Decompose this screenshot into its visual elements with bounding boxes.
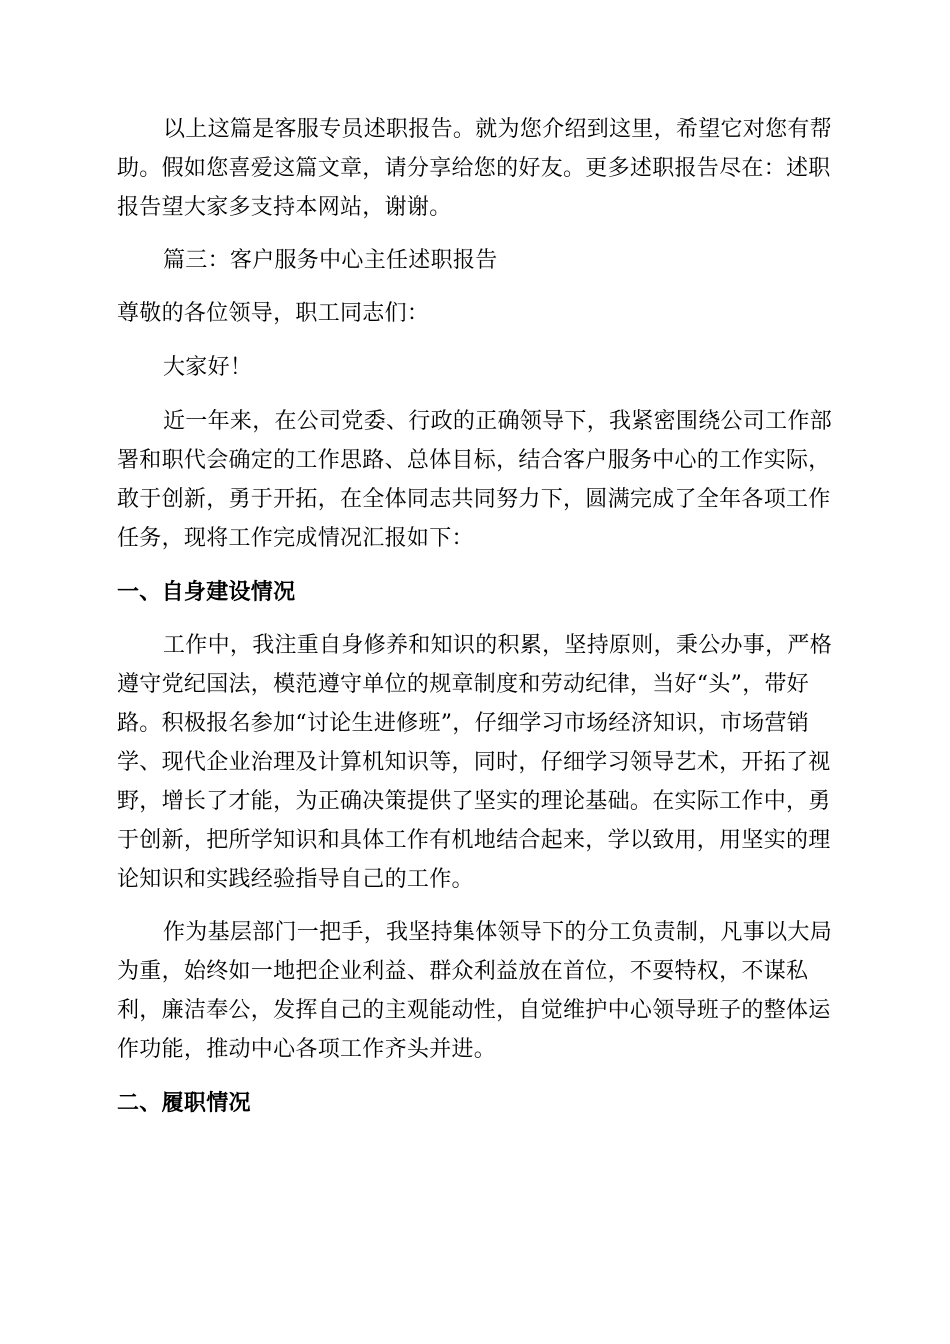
- section1-paragraph1-line: 于创新，把所学知识和具体工作有机地结合起来，学以致用，用坚实的理: [117, 828, 831, 853]
- intro-paragraph-line: 署和职代会确定的工作思路、总体目标，结合客户服务中心的工作实际，: [117, 448, 831, 473]
- section1-paragraph2-line: 为重，始终如一地把企业利益、群众利益放在首位，不耍特权，不谋私: [117, 959, 809, 984]
- salutation: 尊敬的各位领导，职工同志们：: [117, 301, 430, 326]
- section1-paragraph1-line: 学、现代企业治理及计算机知识等，同时，仔细学习领导艺术，开拓了视: [117, 750, 831, 775]
- section1-paragraph2-line: 作为基层部门一把手，我坚持集体领导下的分工负责制，凡事以大局: [163, 920, 833, 945]
- intro-paragraph-line: 近一年来，在公司党委、行政的正确领导下，我紧密围绕公司工作部: [163, 409, 833, 434]
- closing-paragraph-line: 助。假如您喜爱这篇文章，请分享给您的好友。更多述职报告尽在：述职: [117, 156, 831, 181]
- intro-paragraph-line: 任务，现将工作完成情况汇报如下：: [117, 526, 474, 551]
- section1-paragraph1-line: 路。积极报名参加“讨论生进修班”，仔细学习市场经济知识，市场营销: [117, 711, 810, 736]
- section1-paragraph2-line: 作功能，推动中心各项工作齐头并进。: [117, 1037, 497, 1062]
- section-heading: 一、自身建设情况: [117, 579, 296, 605]
- section1-paragraph1-line: 论知识和实践经验指导自己的工作。: [117, 867, 474, 892]
- greeting: 大家好！: [163, 355, 253, 380]
- section1-paragraph1-line: 工作中，我注重自身修养和知识的积累，坚持原则，秉公办事，严格: [163, 633, 833, 658]
- section1-paragraph1-line: 遵守党纪国法，模范遵守单位的规章制度和劳动纪律，当好“头”，带好: [117, 672, 810, 697]
- section1-paragraph2-line: 利，廉洁奉公，发挥自己的主观能动性，自觉维护中心领导班子的整体运: [117, 998, 831, 1023]
- closing-paragraph-line: 报告望大家多支持本网站，谢谢。: [117, 195, 452, 220]
- closing-paragraph-line: 以上这篇是客服专员述职报告。就为您介绍到这里，希望它对您有帮: [163, 117, 833, 142]
- chapter-title: 篇三：客户服务中心主任述职报告: [163, 248, 498, 273]
- section-heading: 二、履职情况: [117, 1090, 251, 1116]
- section1-paragraph1-line: 野，增长了才能，为正确决策提供了坚实的理论基础。在实际工作中，勇: [117, 789, 831, 814]
- intro-paragraph-line: 敢于创新，勇于开拓，在全体同志共同努力下，圆满完成了全年各项工作: [117, 487, 831, 512]
